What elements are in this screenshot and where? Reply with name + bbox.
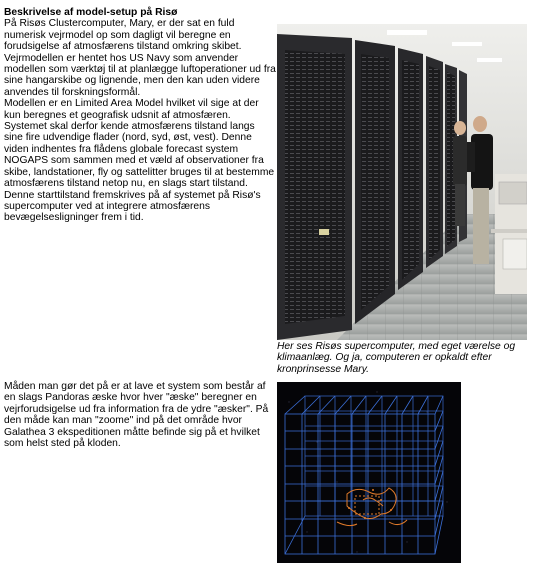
intro-paragraph-2: Modellen er en Limited Area Model hvilket vil sige at der kun beregnes et geografisk udsnit af atmosfæren. Systemet skal derfor kende atmosfærens tilstand langs sine fire udvendige flader (nord, syd, øst, vest). Denne viden indhentes fra flådens globale forecast system NOGAPS som sammen med et væld af observationer fra skibe, landstationer, fly og sattelitter bruges til at bestemme atmosfærens tilstand netop nu, en slags start tilstand. Denne starttilstand fremskrives på af systemet på Risø's supercomputer ved at integrere atmosfærens bevægelsesligninger frem i tid. bbox=[4, 98, 275, 224]
nested-grid-illustration bbox=[277, 382, 461, 563]
section-title: Beskrivelse af model-setup på Risø bbox=[4, 7, 178, 18]
supercomputer-photo bbox=[277, 24, 527, 340]
pandora-section bbox=[4, 381, 276, 449]
intro-section bbox=[4, 7, 276, 224]
photo-caption: Her ses Risøs supercomputer, med eget værelse og klimaanlæg. Og ja, computeren er opkaldt efter kronprinsesse Mary. bbox=[277, 341, 516, 375]
intro-paragraph-1: På Risøs Clustercomputer, Mary, er der sat en fuld numerisk vejrmodel op som dagligt vil beregne en forudsigelse af atmosfærens tilstand omkring skibet. Vejrmodellen er hentet hos US Navy som anvender modellen som værktøj til at planlægge luftoperationer ud fra sine hangarskibe og lignende, men den kan uden videre anvendes til forskningsformål. bbox=[4, 18, 276, 98]
pandora-paragraph: Måden man gør det på er at lave et system som består af en slags Pandoras æske hvor hver "æske" beregner en vejrforudsigelse ud fra information fra de ydre "æsker". På den måde kan man "zoome" ind på det område hvor Galathea 3 ekspeditionen måtte befinde sig på et hvilket som helst sted på kloden. bbox=[4, 381, 269, 450]
